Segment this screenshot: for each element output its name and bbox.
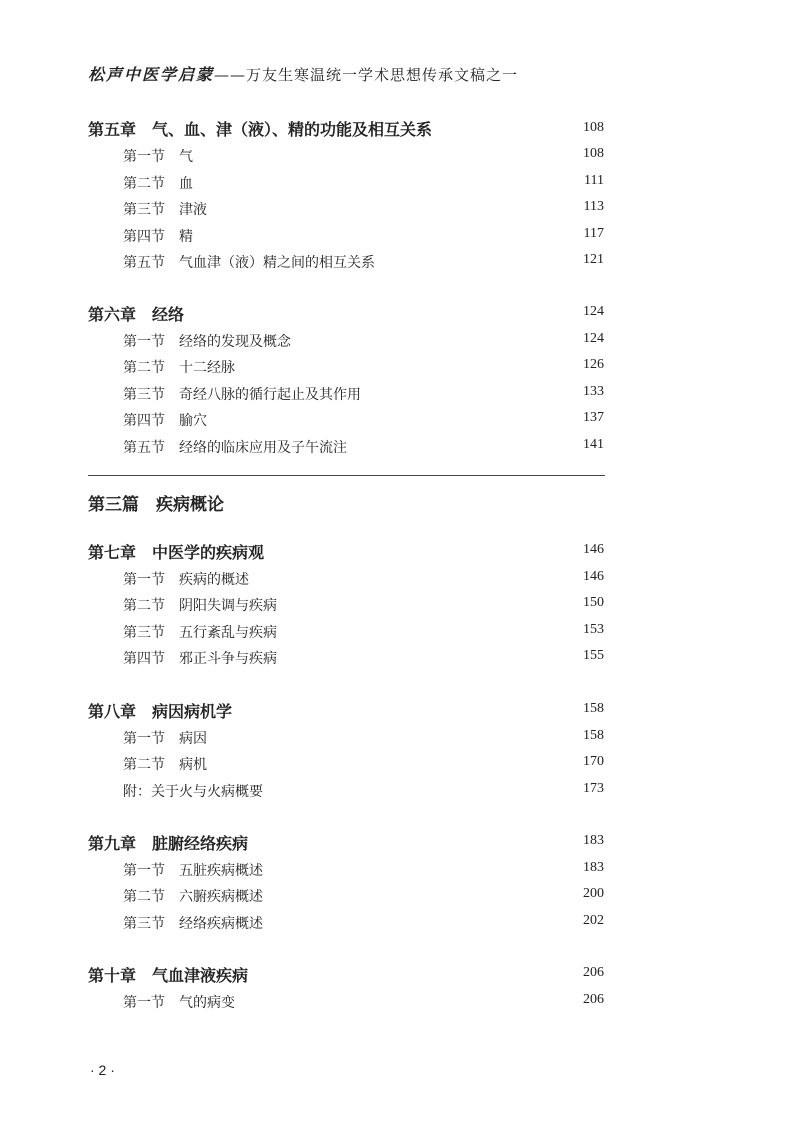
toc-page-number: 108 — [583, 146, 604, 161]
toc-section-row[interactable] — [0, 173, 800, 199]
toc-page-number: 183 — [583, 860, 604, 875]
toc-section-row[interactable] — [0, 886, 800, 912]
toc-part-heading[interactable] — [0, 490, 800, 516]
toc-entry-title: 附：关于火与火病概要 — [123, 784, 263, 800]
toc-page-number: 113 — [583, 199, 604, 214]
toc-page-number: 206 — [583, 965, 604, 980]
toc-entry-title: 第四节 精 — [123, 229, 193, 245]
toc-entry-title: 第一节 病因 — [123, 731, 207, 747]
toc-page-number: 141 — [583, 437, 604, 452]
toc-page-number: 153 — [583, 622, 604, 637]
toc-page-number: 146 — [583, 542, 604, 557]
toc-entry-title: 第三节 奇经八脉的循行起止及其作用 — [123, 387, 361, 403]
toc-section-row[interactable] — [0, 252, 800, 278]
toc-section-row[interactable] — [0, 357, 800, 383]
toc-section-row[interactable] — [0, 913, 800, 939]
series-brand: 松声中医学启蒙 — [88, 65, 215, 84]
toc-page-number: 146 — [583, 569, 604, 584]
toc-section-row[interactable] — [0, 754, 800, 780]
toc-entry-title: 第三节 经络疾病概述 — [123, 916, 263, 932]
toc-section-row[interactable] — [0, 384, 800, 410]
toc-section-row[interactable] — [0, 146, 800, 172]
toc-page-number: 155 — [583, 648, 604, 663]
toc-entry-title: 第二节 六腑疾病概述 — [123, 889, 263, 905]
toc-chapter-row[interactable] — [0, 699, 800, 725]
toc-page-number: 126 — [583, 357, 604, 372]
toc-chapter-row[interactable] — [0, 540, 800, 566]
toc-section-row[interactable] — [0, 860, 800, 886]
toc-page-number: 170 — [583, 754, 604, 769]
toc-section-row[interactable] — [0, 569, 800, 595]
toc-chapter-row[interactable] — [0, 831, 800, 857]
toc-entry-title: 第二节 阴阳失调与疾病 — [123, 598, 277, 614]
toc-entry-title: 第二节 血 — [123, 176, 193, 192]
series-subtitle: ——万友生寒温统一学术思想传承文稿之一 — [214, 66, 519, 84]
toc-section-row[interactable] — [0, 331, 800, 357]
toc-entry-title: 第一节 气的病变 — [123, 995, 235, 1011]
part-divider-rule — [88, 475, 605, 476]
toc-chapter-row[interactable] — [0, 117, 800, 143]
toc-page-number: 117 — [583, 226, 604, 241]
toc-entry-title: 第一节 疾病的概述 — [123, 572, 249, 588]
toc-section-row[interactable] — [0, 992, 800, 1018]
toc-page-number: 202 — [583, 913, 604, 928]
toc-chapter-row[interactable] — [0, 963, 800, 989]
toc-entry-title: 第一节 气 — [123, 149, 193, 165]
toc-entry-title: 第八章 病因病机学 — [88, 702, 233, 721]
toc-page-number: 158 — [583, 728, 604, 743]
toc-page-number: 121 — [583, 252, 604, 267]
toc-entry-title: 第四节 腧穴 — [123, 413, 207, 429]
toc-section-row[interactable] — [0, 595, 800, 621]
toc-page-number: 206 — [583, 992, 604, 1007]
toc-page-number: 111 — [584, 173, 604, 188]
toc-page-number: 158 — [583, 701, 604, 716]
toc-entry-title: 第三篇 疾病概论 — [88, 495, 224, 515]
toc-entry-title: 第五章 气、血、津（液）、精的功能及相互关系 — [88, 120, 433, 139]
toc-entry-title: 第二节 十二经脉 — [123, 360, 235, 376]
toc-page-number: 150 — [583, 595, 604, 610]
toc-page-number: 183 — [583, 833, 604, 848]
toc-section-row[interactable] — [0, 437, 800, 463]
toc-section-row[interactable] — [0, 410, 800, 436]
toc-chapter-row[interactable] — [0, 302, 800, 328]
toc-entry-title: 第一节 五脏疾病概述 — [123, 863, 263, 879]
toc-entry-title: 第五节 气血津（液）精之间的相互关系 — [123, 255, 375, 271]
toc-page-number: 200 — [583, 886, 604, 901]
toc-entry-title: 第七章 中医学的疾病观 — [88, 543, 265, 562]
toc-entry-title: 第二节 病机 — [123, 757, 207, 773]
toc-entry-title: 第四节 邪正斗争与疾病 — [123, 651, 277, 667]
toc-entry-title: 第三节 五行紊乱与疾病 — [123, 625, 277, 641]
toc-section-row[interactable] — [0, 648, 800, 674]
toc-section-row[interactable] — [0, 226, 800, 252]
toc-page-number: 108 — [583, 120, 604, 135]
toc-section-row[interactable] — [0, 199, 800, 225]
page-number-footer: · 2 · — [90, 1062, 115, 1078]
toc-page-number: 133 — [583, 384, 604, 399]
toc-page-number: 124 — [583, 304, 604, 319]
toc-page-number: 173 — [583, 781, 604, 796]
toc-page-number: 124 — [583, 331, 604, 346]
toc-section-row[interactable] — [0, 728, 800, 754]
toc-section-row[interactable] — [0, 622, 800, 648]
toc-entry-title: 第六章 经络 — [88, 305, 185, 324]
toc-entry-title: 第一节 经络的发现及概念 — [123, 334, 291, 350]
toc-page-number: 137 — [583, 410, 604, 425]
toc-entry-title: 第五节 经络的临床应用及子午流注 — [123, 440, 347, 456]
running-header — [88, 62, 518, 85]
toc-section-row[interactable] — [0, 781, 800, 807]
toc-entry-title: 第三节 津液 — [123, 202, 207, 218]
toc-entry-title: 第九章 脏腑经络疾病 — [88, 834, 249, 853]
toc-entry-title: 第十章 气血津液疾病 — [88, 966, 249, 985]
